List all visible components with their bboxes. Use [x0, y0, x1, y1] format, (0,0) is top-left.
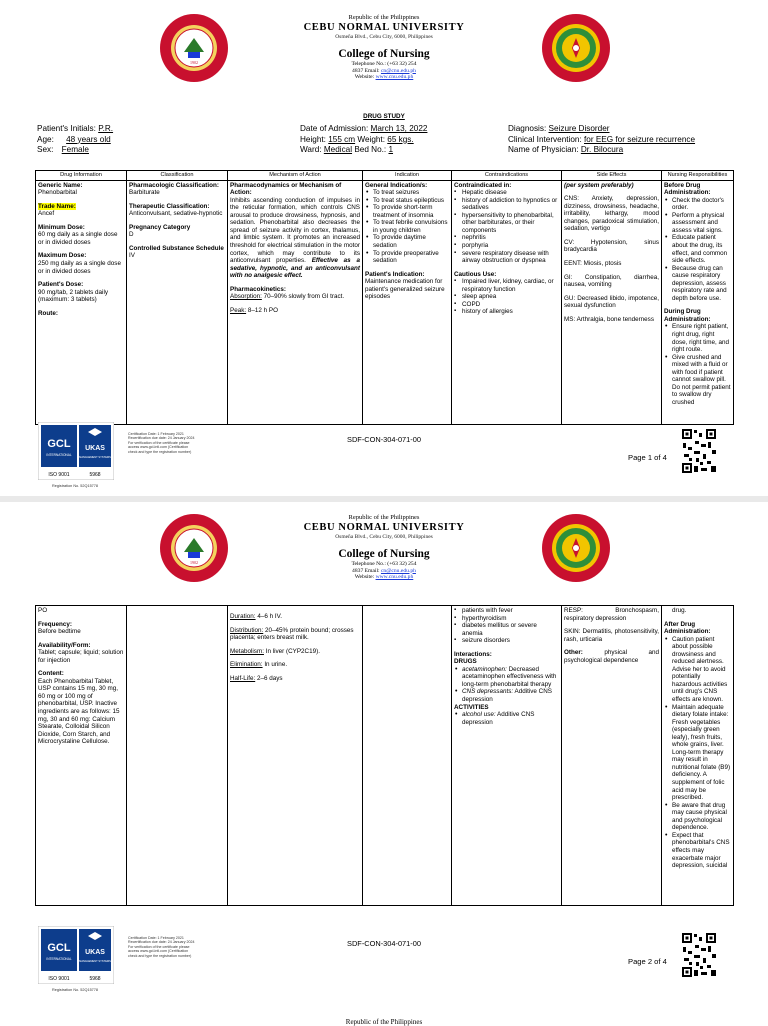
- half-life-value: 2–6 days: [256, 674, 283, 682]
- ukas-mark: UKAS: [85, 949, 105, 956]
- content-value: Each Phenobarbital Tablet, USP contains 15 mg, 30 mg, 60 mg or 100 mg of phenobarbital, USP. Inactive ingredients are as follows: 15 mg, 30 and 60 mg: Calcium Stearate, Colloidal Silicon Dioxide, Corn Starch, and Microcrystaline Cellulose.: [38, 677, 120, 746]
- contraindications-cell: [452, 180, 562, 424]
- nursing-cell: [662, 180, 734, 424]
- contraindication-list: [454, 607, 559, 645]
- trade-name-value: Ancef: [38, 210, 55, 218]
- university-name: CEBU NORMAL UNIVERSITY: [303, 21, 465, 33]
- qr-code-icon[interactable]: [681, 932, 717, 978]
- generic-name-value: Phenobarbital: [38, 189, 77, 197]
- physician-value: Dr. Bilocura: [580, 145, 624, 155]
- letterhead: [200, 514, 568, 581]
- patient-info-right: [508, 124, 695, 156]
- ms-value: Arthralgia, bone tenderness: [576, 315, 654, 323]
- ukas-mark: UKAS: [85, 445, 105, 452]
- patient-dose-value: 90 mg/tab, 2 tablets daily (maximum: 3 tablets): [38, 288, 109, 304]
- gcl-international: INTERNATIONAL: [46, 957, 72, 961]
- registration-number: Registration No. 52Q15778: [52, 988, 99, 992]
- sex-value: Female: [61, 145, 89, 155]
- pharmacologic-class-value: Barbiturate: [129, 189, 160, 197]
- republic-line: Republic of the Philippines: [348, 14, 420, 21]
- list-item: ▪ Hepatic disease: [454, 189, 559, 197]
- minimum-dose-label: Minimum Dose:: [38, 223, 85, 231]
- list-item: ▪ Impaired liver, kidney, cardiac, or respiratory function: [454, 278, 559, 293]
- nursing-cell: [662, 606, 734, 906]
- after-admin-list: [664, 636, 731, 870]
- cert-line: access www.gcl-intl.com (Certification: [128, 949, 189, 954]
- contraindications-cell: [452, 606, 562, 906]
- list-item: • To treat seizures: [365, 189, 449, 197]
- cautious-use-title: Cautious Use:: [454, 270, 497, 278]
- gcl-mark: GCL: [47, 438, 71, 450]
- republic-line: Republic of the Philippines: [345, 1018, 423, 1026]
- indication-list: [365, 189, 449, 264]
- nursing-continuation: drug.: [672, 607, 687, 614]
- pharmacokinetics-title: Pharmacokinetics:: [230, 285, 286, 293]
- availability-label: Availability/Form:: [38, 641, 91, 649]
- email-link[interactable]: cn@cnu.edu.ph: [380, 567, 416, 574]
- before-admin-list: [664, 197, 731, 303]
- maximum-dose-value: 250 mg daily as a single dose or in divided doses: [38, 259, 121, 275]
- resp-label: RESP:: [564, 607, 583, 614]
- list-item: • Give crushed and mixed with a fluid or with food if patient cannot swallow pill. Do not permit patient to swallow dry crushed: [664, 354, 731, 407]
- peak-label: Peak:: [230, 306, 247, 314]
- list-item: • Educate patient about the drug, its effect, and common side effects.: [664, 234, 731, 264]
- website-prefix: Website:: [354, 74, 375, 81]
- therapeutic-class-value: Anticonvulsant, sedative-hypnotic: [129, 210, 223, 218]
- col-header-drug-information: Drug Information: [36, 171, 127, 181]
- classification-cell: [127, 180, 228, 424]
- list-item: ▪ history of addiction to hypnotics or sedatives: [454, 197, 559, 212]
- gcl-international: INTERNATIONAL: [46, 453, 72, 457]
- distribution-value: 20–45% protein bound; crosses placenta; enters breast milk.: [230, 626, 354, 642]
- activity-interaction-list: [454, 711, 559, 726]
- side-effects-intro: (per system preferably): [564, 181, 634, 189]
- admission-row: [300, 124, 427, 135]
- gi-value: Constipation, diarrhea, nausea, vomiting: [564, 273, 660, 289]
- col-header-mechanism: Mechanism of Action: [228, 171, 363, 181]
- gi-label: GI:: [564, 273, 573, 281]
- interactions-title: Interactions:: [454, 650, 492, 658]
- during-admin-title: During Drug Administration:: [664, 308, 711, 323]
- diagnosis-label: Diagnosis:: [508, 124, 547, 133]
- list-item: ▪ COPD: [454, 301, 559, 309]
- col-header-indication: Indication: [363, 171, 452, 181]
- ms-label: MS:: [564, 315, 576, 323]
- list-item: • To provide daytime sedation: [365, 234, 449, 249]
- gcl-ukas-certification-logo: [38, 422, 114, 480]
- website-link[interactable]: www.cnu.edu.ph: [375, 74, 414, 81]
- admission-value: March 13, 2022: [370, 124, 428, 133]
- controlled-schedule-label: Controlled Substance Schedule: [129, 244, 224, 252]
- patient-indication-title: Patient's Indication:: [365, 270, 425, 278]
- contraindication-list: [454, 189, 559, 264]
- metabolism-value: In liver (CYP2C19).: [265, 647, 320, 655]
- cert-line: Certification Date: 1 February 2021: [128, 432, 184, 436]
- email-line: [200, 568, 568, 575]
- general-indication-title: General Indication/s:: [365, 181, 428, 189]
- email-line: [200, 68, 568, 75]
- list-item: • Caution patient about possible drowsiness and reduced alertness. Advise her to avoid potentially hazardous activities until drug's CNS effects are known.: [664, 636, 731, 704]
- side-effects-cell: [562, 180, 662, 424]
- ward-bed-row: [300, 145, 427, 156]
- mechanism-body: Inhibits ascending conduction of impulses in the reticular formation, which controls CNS arousal to produce drowsiness, hypnosis, and sedation. Phenobarbital also decreases the spread of seizure activity in cortex, thalamus, and limbic system. It promotes an increased threshold for electrical stimulation in the motor cortex, which may contribute to its anticonvulsant properties.: [230, 196, 360, 265]
- skin-label: SKIN:: [564, 628, 581, 636]
- email-link[interactable]: cn@cnu.edu.ph: [380, 67, 416, 74]
- height-weight-row: [300, 135, 427, 146]
- ward-label: Ward:: [300, 145, 322, 155]
- side-ms: [564, 316, 659, 324]
- qr-code-icon[interactable]: [681, 428, 717, 474]
- university-address: Osmeña Blvd., Cebu City, 6000, Philippines: [335, 34, 433, 41]
- letterhead: [200, 14, 568, 81]
- cert-line: check and type the registration number): [128, 449, 192, 454]
- side-gi: [564, 274, 659, 289]
- list-item: • To provide short-term treatment of insomnia: [365, 204, 449, 219]
- email-prefix: 4837 Email:: [352, 567, 380, 574]
- distribution-row: [230, 627, 360, 642]
- minimum-dose-value: 60 mg daily as a single dose or in divided doses: [38, 231, 118, 246]
- college-name: College of Nursing: [338, 47, 430, 60]
- college-name: College of Nursing: [338, 547, 430, 560]
- list-item: [454, 688, 559, 703]
- list-item: ▪ nephritis: [454, 234, 559, 242]
- cert-line: Recertification due date: 24 January 2024: [128, 940, 195, 945]
- drug-information-cell: [36, 180, 127, 424]
- university-name: CEBU NORMAL UNIVERSITY: [303, 521, 465, 533]
- pregnancy-category-label: Pregnancy Category: [129, 223, 191, 231]
- generic-name-label: Generic Name:: [38, 181, 83, 189]
- interaction-activity-name: alcohol use:: [462, 711, 496, 719]
- physician-label: Name of Physician:: [508, 145, 579, 155]
- side-cv: [564, 239, 659, 254]
- email-prefix: 4837 Email:: [352, 67, 380, 74]
- drug-information-cell: [36, 606, 127, 906]
- clinical-row: [508, 135, 695, 146]
- ward-value: Medical: [323, 145, 353, 155]
- document-number: SDF-CON-304-071-00: [347, 435, 421, 444]
- iso-label: ISO 9001: [48, 472, 70, 478]
- next-page-peek: [0, 998, 768, 1024]
- telephone-line: Telephone No.: (+63 32) 254: [351, 561, 417, 568]
- contraindicated-title: Contraindicated in:: [454, 181, 512, 189]
- diagnosis-value: Seizure Disorder: [548, 124, 610, 133]
- list-item: ▪ history of allergies: [454, 308, 559, 316]
- col-header-classification: Classification: [127, 171, 228, 181]
- elimination-value: In urine.: [264, 661, 288, 669]
- page-number: Page 1 of 4: [628, 453, 667, 462]
- website-prefix: Website:: [354, 574, 375, 581]
- list-item: ▪ severe respiratory disease with airway obstruction or dyspnea: [454, 250, 559, 265]
- side-resp: [564, 607, 659, 622]
- list-item: • Expect that phenobarbital's CNS effects may exacerbate major depression, suicidal: [664, 832, 731, 870]
- indication-cell: [363, 180, 452, 424]
- mechanism-cell: [228, 606, 363, 906]
- mechanism-cell: [228, 180, 363, 424]
- mechanism-text: [230, 197, 360, 280]
- ukas-management-systems: MANAGEMENT SYSTEMS: [79, 960, 111, 963]
- drug-interaction-list: [454, 666, 559, 704]
- side-other: [564, 649, 659, 664]
- list-item: ▪ hyperthyroidism: [454, 615, 559, 623]
- list-item: ▪ sleep apnea: [454, 293, 559, 301]
- diagnosis-row: [508, 124, 695, 135]
- telephone-line: Telephone No.: (+63 32) 254: [351, 61, 417, 68]
- skin-value: Dermatitis, photosensitivity, rash, urticaria: [564, 628, 659, 643]
- page-number: Page 2 of 4: [628, 957, 667, 966]
- list-item: • Ensure right patient, right drug, right dose, right time, and right route.: [664, 323, 731, 353]
- side-effects-cell: [562, 606, 662, 906]
- before-admin-title: Before Drug Administration:: [664, 181, 711, 197]
- list-item: ▪ hypersensitivity to phenobarbital, other barbiturates, or their components: [454, 212, 559, 235]
- absorption-label: Absorption:: [230, 293, 262, 301]
- drug-study-table-page-2: [35, 605, 734, 906]
- drugs-title: DRUGS: [454, 658, 477, 666]
- mechanism-title: Pharmacodynamics or Mechanism of Action:: [230, 181, 342, 197]
- list-item: • To provide preoperative sedation: [365, 250, 449, 265]
- eent-label: EENT:: [564, 259, 582, 267]
- controlled-schedule-value: IV: [129, 252, 135, 260]
- mechanism-italic-note: Effective as a sedative, hypnotic, and an anticonvulsant with no analgesic effect.: [230, 257, 360, 280]
- col-header-nursing: Nursing Responsibilities: [662, 171, 734, 181]
- admission-label: Date of Admission:: [300, 124, 369, 133]
- route-value: PO: [38, 607, 48, 614]
- distribution-label: Distribution:: [230, 626, 264, 634]
- list-item: • To treat status epilepticus: [365, 197, 449, 205]
- cert-line: check and type the registration number): [128, 953, 192, 958]
- content-label: Content:: [38, 670, 64, 678]
- iso-label: ISO 9001: [48, 976, 70, 982]
- republic-line: Republic of the Philippines: [348, 514, 420, 521]
- drug-study-title: DRUG STUDY: [363, 113, 405, 120]
- height-value: 155 cm: [328, 134, 356, 144]
- pregnancy-category-value: D: [129, 231, 134, 239]
- metabolism-label: Metabolism:: [230, 647, 264, 655]
- age-label: Age:: [37, 134, 54, 144]
- ukas-number: 5968: [89, 976, 101, 982]
- cert-line: Certification Date: 1 February 2021: [128, 936, 184, 940]
- cert-line: access www.gcl-intl.com (Certification: [128, 445, 189, 450]
- age-value: 48 years old: [66, 134, 111, 144]
- weight-value: 65 kgs.: [387, 134, 414, 144]
- list-item: [454, 711, 559, 726]
- gu-label: GU:: [564, 294, 576, 302]
- list-item: • Check the doctor's order.: [664, 197, 731, 212]
- availability-value: Tablet; capsule; liquid; solution for injection: [38, 649, 124, 664]
- frequency-value: Before bedtime: [38, 628, 81, 636]
- eent-value: Miosis, ptosis: [583, 259, 622, 267]
- caution-list: [454, 278, 559, 316]
- list-item: ▪ seizure disorders: [454, 637, 559, 645]
- interaction-drug-text: Decreased acetaminophen effectiveness with long-term phenobarbital therapy: [462, 665, 557, 688]
- website-line: [200, 574, 568, 581]
- initials-value: P.R.: [98, 124, 114, 133]
- website-line: [200, 74, 568, 81]
- duration-value: 4–6 h IV.: [257, 613, 282, 620]
- document-page-1: [0, 0, 768, 498]
- height-label: Height:: [300, 134, 326, 144]
- drug-study-table-page-1: [35, 170, 734, 425]
- cns-label: CNS:: [564, 195, 580, 203]
- clinical-value: for EEG for seizure recurrence: [584, 134, 696, 144]
- side-skin: [564, 628, 659, 643]
- svg-text:1902: 1902: [190, 60, 198, 65]
- other-label: Other:: [564, 649, 583, 657]
- website-link[interactable]: www.cnu.edu.ph: [375, 574, 414, 581]
- side-cns: [564, 195, 659, 233]
- table-row: [36, 180, 734, 424]
- patient-info-left: [37, 124, 113, 156]
- duration-label: Duration:: [230, 613, 256, 620]
- patient-dose-label: Patient's Dose:: [38, 281, 84, 289]
- absorption-value: 70–90% slowly from GI tract.: [263, 293, 345, 301]
- duration-row: [230, 613, 360, 621]
- initials-label: Patient's Initials:: [37, 124, 96, 133]
- list-item: [454, 666, 559, 689]
- elimination-row: [230, 661, 360, 669]
- therapeutic-class-label: Therapeutic Classification:: [129, 202, 210, 210]
- university-address: Osmeña Blvd., Cebu City, 6000, Philippines: [335, 534, 433, 541]
- side-gu: [564, 295, 659, 310]
- interaction-cns-name: CNS depressants:: [462, 688, 514, 696]
- table-row: [36, 606, 734, 906]
- list-item: ▪ patients with fever: [454, 607, 559, 615]
- bed-label: Bed No.:: [354, 145, 387, 155]
- registration-number: Registration No. 52Q15778: [52, 484, 99, 488]
- ukas-management-systems: MANAGEMENT SYSTEMS: [79, 456, 111, 459]
- interaction-cns-text: Additive CNS depression: [462, 688, 552, 704]
- list-item: • Because drug can cause respiratory depression, assess respiratory rate and depth before use.: [664, 265, 731, 303]
- cert-line: Recertification due date: 24 January 2024: [128, 436, 195, 441]
- list-item: • To treat febrile convulsions in young children: [365, 219, 449, 234]
- half-life-label: Half-Life:: [230, 674, 256, 682]
- cv-label: CV:: [564, 238, 575, 246]
- patient-indication-value: Maintenance medication for patient's generalized seizure episodes: [365, 278, 445, 301]
- activities-title: ACTIVITIES: [454, 703, 489, 711]
- during-admin-list: [664, 323, 731, 406]
- list-item: ▪ diabetes mellitus or severe anemia: [454, 622, 559, 637]
- indication-cell: [363, 606, 452, 906]
- table-header-row: [36, 171, 734, 181]
- cert-line: For verification of the certificate please: [128, 944, 190, 949]
- list-item: • Perform a physical assessment and assess vital signs.: [664, 212, 731, 235]
- absorption-row: [230, 293, 360, 301]
- svg-text:1902: 1902: [190, 560, 198, 565]
- frequency-label: Frequency:: [38, 620, 72, 628]
- patient-sex-row: [37, 145, 113, 156]
- cv-value: Hypotension, sinus bradycardia: [564, 238, 659, 254]
- other-value: physical and psychological dependence: [564, 649, 659, 664]
- after-admin-title: After Drug Administration:: [664, 620, 711, 636]
- elimination-label: Elimination:: [230, 661, 263, 669]
- clinical-label: Clinical Intervention:: [508, 134, 582, 144]
- maximum-dose-label: Maximum Dose:: [38, 252, 87, 260]
- pharmacologic-class-label: Pharmacologic Classification:: [129, 181, 219, 189]
- weight-label: Weight:: [357, 134, 385, 144]
- cns-value: Anxiety, depression, dizziness, drowsiness, headache, irritability, lethargy, mood changes, paradoxical stimulation, sedation, vertigo: [564, 195, 659, 233]
- ukas-number: 5968: [89, 472, 101, 478]
- list-item: ▪ porphyria: [454, 242, 559, 250]
- gu-value: Decreased libido, impotence, sexual dysfunction: [564, 294, 659, 310]
- classification-cell: [127, 606, 228, 906]
- peak-row: [230, 307, 360, 315]
- list-item: • Be aware that drug may cause physical and psychological dependence.: [664, 802, 731, 832]
- col-header-contraindications: Contraindications: [452, 171, 562, 181]
- route-label: Route:: [38, 309, 58, 317]
- patient-initials-row: [37, 124, 113, 135]
- side-eent: [564, 260, 659, 268]
- document-page-2: [0, 500, 768, 996]
- resp-value: Bronchospasm, respiratory depression: [564, 607, 659, 622]
- bed-value: 1: [388, 145, 394, 155]
- patient-age-row: [37, 135, 113, 146]
- document-number: SDF-CON-304-071-00: [347, 939, 421, 948]
- half-life-row: [230, 675, 360, 683]
- col-header-side-effects: Side Effects: [562, 171, 662, 181]
- trade-name-label: Trade Name:: [38, 202, 76, 210]
- peak-value: 8–12 h PO: [247, 306, 278, 314]
- gcl-ukas-certification-logo: [38, 926, 114, 984]
- interaction-drug-name: acetaminophen:: [462, 665, 507, 673]
- sex-label: Sex:: [37, 145, 54, 155]
- metabolism-row: [230, 648, 360, 656]
- patient-info-middle: [300, 124, 427, 156]
- gcl-mark: GCL: [47, 942, 71, 954]
- physician-row: [508, 145, 695, 156]
- interaction-activity-text: Additive CNS depression: [462, 711, 535, 726]
- cert-line: For verification of the certificate please: [128, 440, 190, 445]
- list-item: • Maintain adequate dietary folate intake: Fresh vegetables (especially green leafy), fresh fruits, whole grains, liver. Long-term therapy may result in nutritional folate (B9) deficiency. A supplement of folic acid may be prescribed.: [664, 704, 731, 802]
